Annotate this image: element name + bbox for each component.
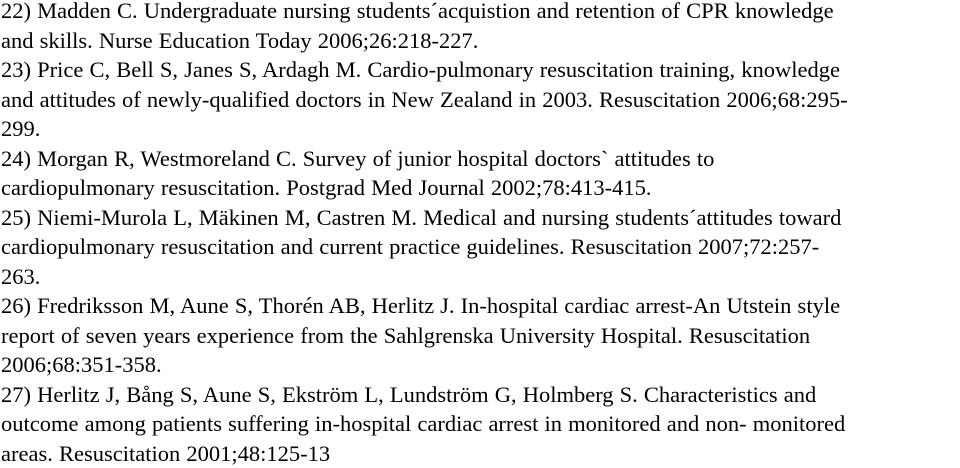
- reference-line: 25) Niemi-Murola L, Mäkinen M, Castren M. Medical and nursing students´attitudes toward: [1, 204, 842, 230]
- reference-item-22: [1, 0, 955, 55]
- reference-line: 299.: [1, 116, 41, 141]
- reference-line: 263.: [1, 263, 41, 289]
- reference-line: 26) Fredriksson M, Aune S, Thorén AB, Herlitz J. In-hospital cardiac arrest-An Utstein style: [1, 293, 841, 318]
- reference-line: and skills. Nurse Education Today 2006;26:218-227.: [1, 27, 479, 53]
- reference-line: and attitudes of newly-qualified doctors in New Zealand in 2003. Resuscitation 2006;68:295-: [1, 86, 848, 112]
- reference-line: 2006;68:351-358.: [1, 352, 162, 377]
- reference-line: areas. Resuscitation 2001;48:125-13: [1, 440, 331, 466]
- reference-list: [1, 0, 955, 468]
- reference-line: 22) Madden C. Undergraduate nursing students´acquistion and retention of CPR knowledge: [1, 0, 834, 23]
- reference-item-23: [1, 55, 955, 144]
- reference-line: 24) Morgan R, Westmoreland C. Survey of junior hospital doctors` attitudes to: [1, 145, 715, 171]
- reference-line: cardiopulmonary resuscitation and current practice guidelines. Resuscitation 2007;72:257-: [1, 234, 820, 259]
- reference-line: 27) Herlitz J, Bång S, Aune S, Ekström L, Lundström G, Holmberg S. Characteristics and: [1, 381, 817, 407]
- reference-line: outcome among patients suffering in-hospital cardiac arrest in monitored and non- monitored: [1, 411, 846, 436]
- reference-line: report of seven years experience from the Sahlgrenska University Hospital. Resuscitation: [1, 322, 811, 348]
- reference-item-24: [1, 144, 955, 203]
- reference-item-25: [1, 203, 955, 292]
- reference-line: 23) Price C, Bell S, Janes S, Ardagh M. Cardio-pulmonary resuscitation training, knowledge: [1, 57, 840, 82]
- reference-item-26: [1, 291, 955, 380]
- reference-line: cardiopulmonary resuscitation. Postgrad Med Journal 2002;78:413-415.: [1, 175, 652, 200]
- reference-item-27: [1, 380, 955, 468]
